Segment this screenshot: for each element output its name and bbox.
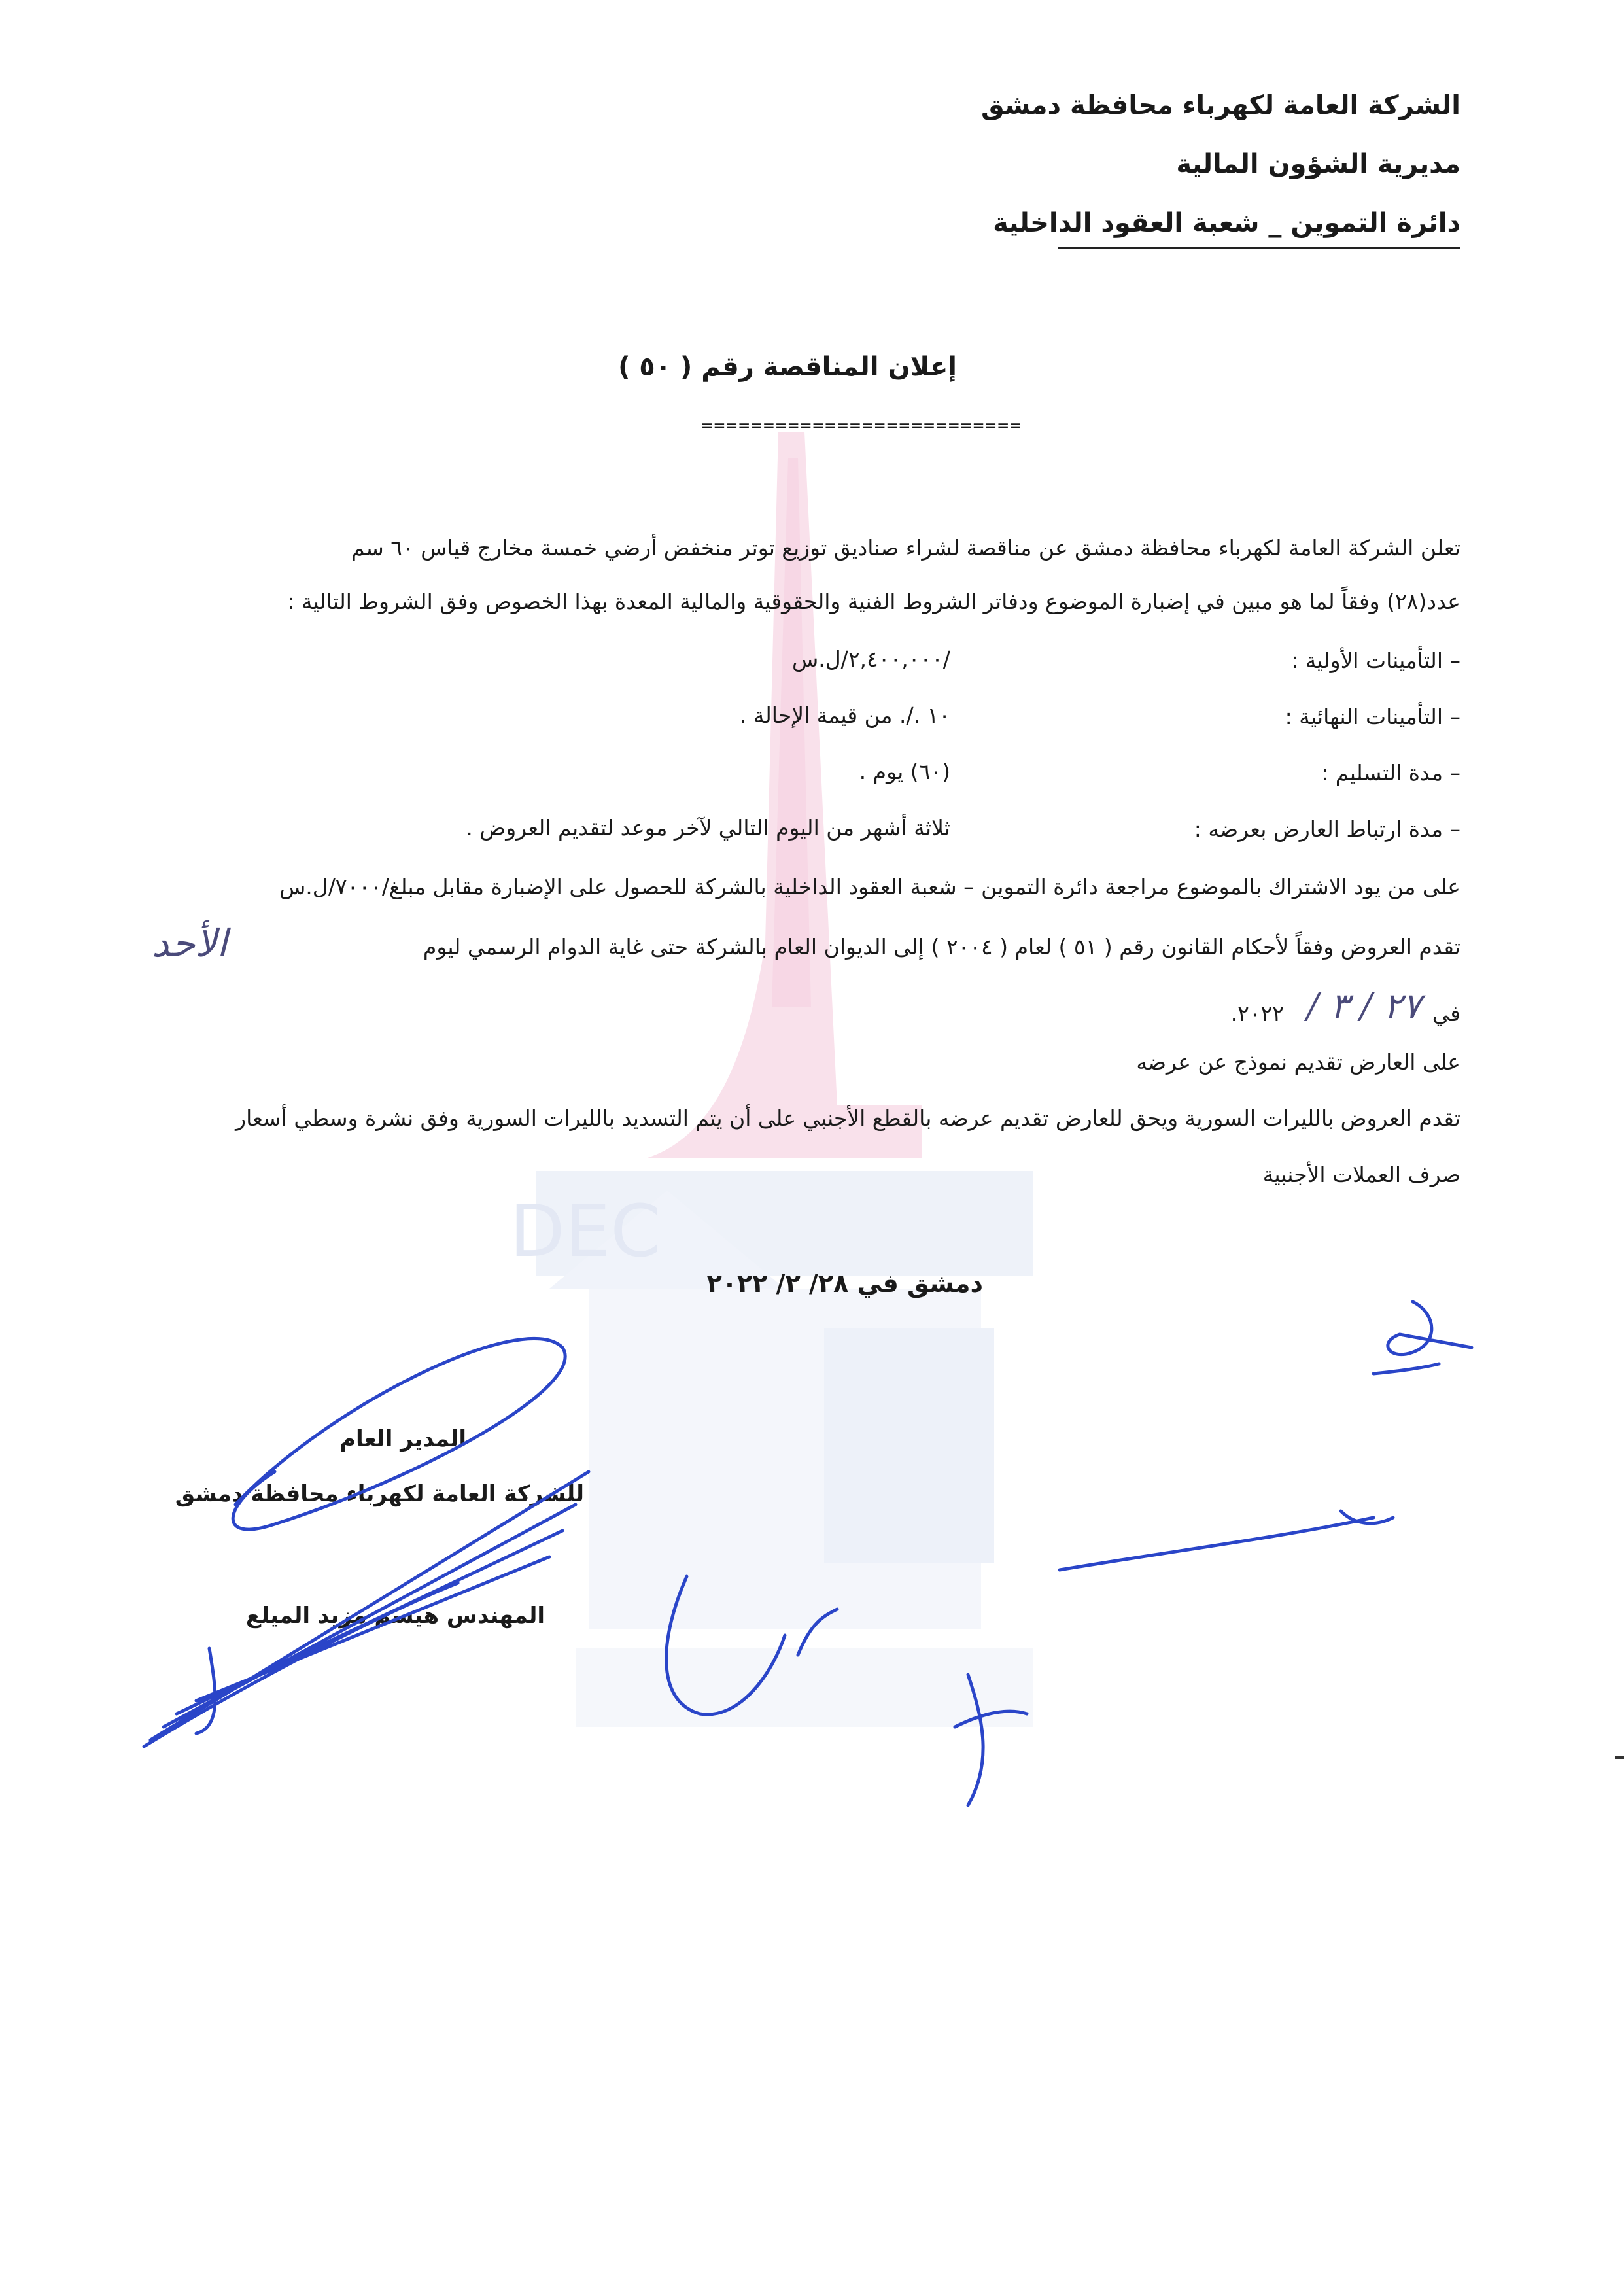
handwritten-day: الأحد (152, 921, 228, 965)
paragraph-submission: تقدم العروض وفقاً لأحكام القانون رقم ( ٥١ ) لعام ( ٢٠٠٤ ) إلى الديوان العام بالشركة حتى غاية الدوام الرسمي ليوم (423, 934, 1460, 960)
initial-mark-2 (1060, 1511, 1393, 1570)
signatory-title: المدير العام (339, 1426, 466, 1452)
org-name: الشركة العامة لكهرباء محافظة دمشق (980, 90, 1460, 120)
condition-value: ثلاثة أشهر من اليوم التالي لآخر موعد لتقديم العروض . (466, 815, 950, 841)
announcement-title: إعلان المناقصة رقم ( ٥٠ ) (618, 352, 957, 382)
paragraph-sample: على العارض تقديم نموذج عن عرضه (1136, 1049, 1460, 1075)
paragraph-date-prefix: في (1432, 1001, 1460, 1026)
svg-text:DEC: DEC (509, 1189, 661, 1273)
department-name: دائرة التموين _ شعبة العقود الداخلية (993, 208, 1460, 238)
intro-line-2: عدد(٢٨) وفقاً لما هو مبين في إضبارة الموضوع ودفاتر الشروط الفنية والحقوقية والمالية المعدة بهذا الخصوص وفق الشروط التالية : (287, 589, 1460, 614)
condition-value: ١٠ ./. من قيمة الإحالة . (740, 703, 950, 728)
paragraph-file-purchase: على من يود الاشتراك بالموضوع مراجعة دائرة التموين – شعبة العقود الداخلية بالشركة للحصول على الإضبارة مقابل مبلغ/٧٠٠٠/ل.س (279, 874, 1460, 899)
condition-label: – مدة التسليم : (1321, 760, 1460, 786)
condition-label: – التأمينات النهائية : (1285, 704, 1460, 729)
paragraph-currency-line-1: تقدم العروض بالليرات السورية ويحق للعارض تقديم عرضه بالقطع الأجنبي على أن يتم التسديد بالليرات السورية وفق نشرة وسطي أسعار (235, 1105, 1460, 1131)
initial-mark-1 (1373, 1302, 1472, 1374)
scan-edge-mark (1615, 1756, 1624, 1759)
paragraph-date-year: ٢٠٢٢. (1230, 1001, 1284, 1026)
paragraph-currency-line-2: صرف العملات الأجنبية (1262, 1162, 1460, 1187)
issue-date: دمشق في ٢٨/ ٢/ ٢٠٢٢ (706, 1269, 983, 1298)
directorate-name: مديرية الشؤون المالية (1176, 149, 1460, 179)
condition-value: (٦٠) يوم . (859, 759, 950, 784)
condition-value: /٢,٤٠٠,٠٠٠/ل.س (791, 646, 950, 672)
header-underline (1058, 247, 1460, 249)
signatory-name: المهندس هيسم مزيد الميلع (245, 1603, 545, 1629)
signatory-organization: للشركة العامة لكهرباء محافظة دمشق (175, 1481, 584, 1507)
title-divider: ========================== (701, 415, 1022, 436)
condition-label: – التأمينات الأولية : (1291, 648, 1460, 673)
intro-line-1: تعلن الشركة العامة لكهرباء محافظة دمشق عن مناقصة لشراء صناديق توزيع توتر منخفض أرضي خمسة مخارج قياس ٦٠ سم (351, 535, 1460, 561)
condition-label: – مدة ارتباط العارض بعرضه : (1194, 816, 1460, 842)
handwritten-date: ٢٧ / ٣ / (1307, 985, 1421, 1026)
